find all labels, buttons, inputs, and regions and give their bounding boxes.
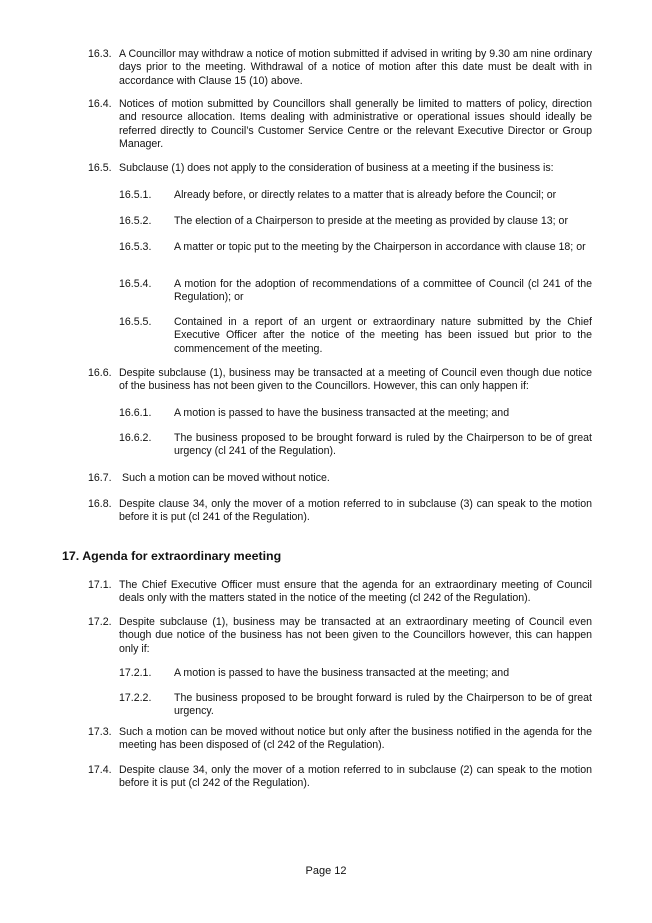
clause-number: 16.6.1. — [119, 407, 152, 419]
clause-number: 16.7. — [88, 472, 112, 484]
clause-17-1 — [88, 579, 592, 606]
clause-17-2-2 — [119, 692, 592, 719]
clause-number: 16.6.2. — [119, 432, 152, 444]
clause-17-4 — [88, 764, 592, 791]
clause-number: 16.5. — [88, 162, 112, 174]
clause-number: 16.3. — [88, 48, 112, 60]
clause-16-6-2 — [119, 432, 592, 459]
clause-number: 17.2. — [88, 616, 112, 628]
clause-text: Despite clause 34, only the mover of a motion referred to in subclause (3) can speak to the motion before it is put (cl 241 of the Regulation). — [119, 498, 592, 524]
clause-16-5-2 — [119, 215, 592, 228]
clause-number: 17.3. — [88, 726, 112, 738]
clause-text: A motion is passed to have the business transacted at the meeting; and — [174, 407, 510, 419]
clause-number: 16.6. — [88, 367, 112, 379]
clause-text: Despite subclause (1), business may be transacted at an extraordinary meeting of Council even though due notice of the business has not been given to the Councillors however, this can happen only if: — [119, 616, 592, 655]
clause-text: Despite subclause (1), business may be transacted at a meeting of Council even though due notice of the business has not been given to the Councillors. However, this can only happen if: — [119, 367, 592, 393]
clause-16-5-3 — [119, 241, 592, 254]
clause-17-2 — [88, 616, 592, 656]
clause-text: Notices of motion submitted by Councillors shall generally be limited to matters of policy, direction and resource allocation. Items dealing with administrative or operational issues should ideally be referred directly to Council’s Customer Service Centre or the relevant Executive Director or Group Manager. — [119, 98, 592, 151]
clause-number: 16.5.5. — [119, 316, 152, 328]
clause-text: A Councillor may withdraw a notice of motion submitted if advised in writing by 9.30 am nine ordinary days prior to the meeting. Withdrawal of a notice of motion after this date must be dealt with in accordance with Clause 15 (10) above. — [119, 48, 592, 87]
clause-text: A matter or topic put to the meeting by the Chairperson in accordance with clause 18; or — [174, 241, 586, 253]
clause-17-2-1 — [119, 667, 592, 680]
clause-text: A motion for the adoption of recommendations of a committee of Council (cl 241 of the Regulation); or — [174, 278, 592, 304]
clause-text: Subclause (1) does not apply to the consideration of business at a meeting if the business is: — [119, 162, 554, 174]
clause-text: Such a motion can be moved without notice but only after the business notified in the agenda for the meeting has been disposed of (cl 242 of the Regulation). — [119, 726, 592, 752]
clause-16-4 — [88, 98, 592, 152]
clause-16-5 — [88, 162, 592, 175]
clause-16-8 — [88, 498, 592, 525]
clause-number: 17.2.2. — [119, 692, 152, 704]
clause-16-6 — [88, 367, 592, 394]
clause-text: The Chief Executive Officer must ensure that the agenda for an extraordinary meeting of Council deals only with the matters stated in the notice of the meeting (cl 242 of the Regulation). — [119, 579, 592, 605]
clause-16-6-1 — [119, 407, 592, 420]
page-number: Page 12 — [305, 865, 347, 877]
clause-16-5-1 — [119, 189, 592, 202]
clause-number: 17.2.1. — [119, 667, 152, 679]
section-17-heading: 17. Agenda for extraordinary meeting — [62, 549, 282, 563]
clause-16-7 — [88, 472, 592, 485]
clause-17-3 — [88, 726, 592, 753]
clause-text: The business proposed to be brought forward is ruled by the Chairperson to be of great urgency (cl 241 of the Regulation). — [174, 432, 592, 458]
clause-text: Contained in a report of an urgent or extraordinary nature submitted by the Chief Executive Officer after the notice of the meeting has been issued but prior to the commencement of the meeting. — [174, 316, 592, 355]
clause-number: 16.5.3. — [119, 241, 152, 253]
clause-number: 16.4. — [88, 98, 112, 110]
clause-text: Such a motion can be moved without notice. — [122, 472, 330, 484]
clause-number: 16.5.4. — [119, 278, 152, 290]
clause-number: 17.4. — [88, 764, 112, 776]
clause-16-5-4 — [119, 278, 592, 305]
clause-text: Already before, or directly relates to a matter that is already before the Council; or — [174, 189, 557, 201]
clause-text: A motion is passed to have the business transacted at the meeting; and — [174, 667, 510, 679]
clause-text: The election of a Chairperson to preside at the meeting as provided by clause 13; or — [174, 215, 568, 227]
clause-number: 17.1. — [88, 579, 112, 591]
clause-16-3 — [88, 48, 592, 88]
clause-16-5-5 — [119, 316, 592, 356]
clause-text: The business proposed to be brought forward is ruled by the Chairperson to be of great urgency. — [174, 692, 592, 718]
clause-number: 16.8. — [88, 498, 112, 510]
clause-text: Despite clause 34, only the mover of a motion referred to in subclause (2) can speak to the motion before it is put (cl 242 of the Regulation). — [119, 764, 592, 790]
clause-number: 16.5.1. — [119, 189, 152, 201]
clause-number: 16.5.2. — [119, 215, 152, 227]
